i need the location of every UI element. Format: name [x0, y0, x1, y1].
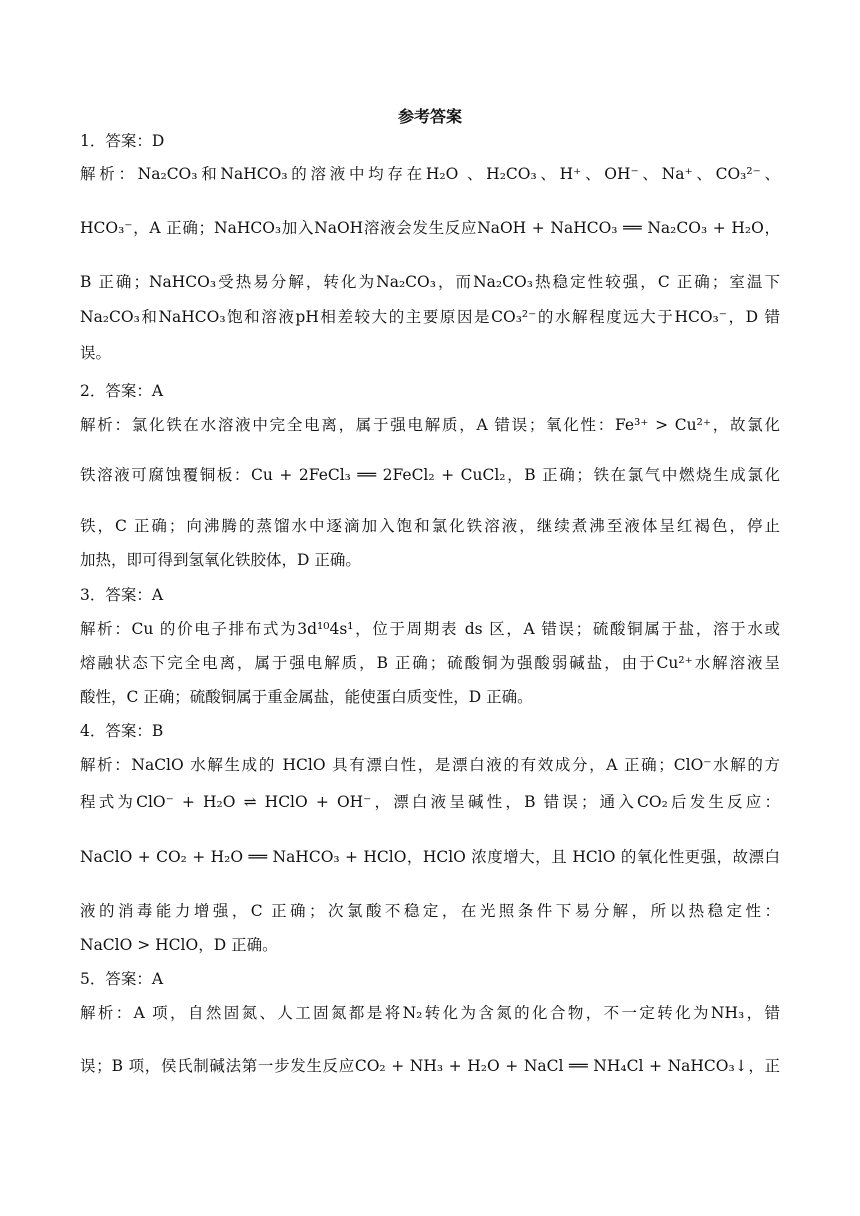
answer-2-analysis-line: 加热，即可得到氢氧化铁胶体，D 正确。 [80, 551, 361, 569]
answer-3-analysis-line: 酸性，C 正确；硫酸铜属于重金属盐，能使蛋白质变性，D 正确。 [80, 688, 533, 706]
answer-3-analysis-line: 熔融状态下完全电离，属于强电解质，B 正确；硫酸铜为强酸弱碱盐，由于Cu²⁺水解溶液呈 [80, 654, 780, 672]
answer-4-analysis-line: 程式为ClO⁻ + H₂O ⇌ HClO + OH⁻，漂白液呈碱性，B 错误；通入CO₂后发生反应： [80, 793, 780, 811]
answer-1-analysis-line: 误。 [80, 344, 112, 362]
page-title: 参考答案 [397, 107, 462, 126]
answer-1-heading: 1．答案：D [80, 132, 165, 150]
answer-1-analysis-line: 解析：Na₂CO₃和NaHCO₃的溶液中均存在H₂O 、H₂CO₃、H⁺、OH⁻、Na⁺、CO₃²⁻、 [80, 165, 780, 183]
answer-3-heading: 3．答案：A [80, 586, 164, 604]
answer-2-analysis-line: 铁，C 正确；向沸腾的蒸馏水中逐滴加入饱和氯化铁溶液，继续煮沸至液体呈红褐色，停止 [80, 517, 780, 535]
answer-4-analysis-line: NaClO + CO₂ + H₂O ══ NaHCO₃ + HClO，HClO 浓度增大，且 HClO 的氧化性更强，故漂白 [80, 848, 780, 866]
answer-1-analysis-line: B 正确；NaHCO₃受热易分解，转化为Na₂CO₃，而Na₂CO₃热稳定性较强，C 正确；室温下 [80, 273, 780, 291]
answer-4-analysis-line: 液的消毒能力增强，C 正确；次氯酸不稳定，在光照条件下易分解，所以热稳定性： [80, 902, 780, 920]
answer-2-analysis-line: 解析：氯化铁在水溶液中完全电离，属于强电解质，A 错误；氧化性：Fe³⁺ > Cu²⁺，故氯化 [80, 416, 780, 434]
answer-2-analysis-line: 铁溶液可腐蚀覆铜板：Cu + 2FeCl₃ ══ 2FeCl₂ + CuCl₂，B 正确；铁在氯气中燃烧生成氯化 [80, 466, 780, 484]
answer-4-analysis-line: NaClO > HClO，D 正确。 [80, 936, 278, 954]
answer-5-analysis-line: 误；B 项，侯氏制碱法第一步发生反应CO₂ + NH₃ + H₂O + NaCl ══ NH₄Cl + NaHCO₃↓，正 [80, 1057, 780, 1075]
answer-3-analysis-line: 解析：Cu 的价电子排布式为3d¹⁰4s¹，位于周期表 ds 区，A 错误；硫酸铜属于盐，溶于水或 [80, 620, 780, 638]
answer-5-heading: 5．答案：A [80, 970, 164, 988]
answer-2-heading: 2．答案：A [80, 382, 164, 400]
answer-1-analysis-line: HCO₃⁻，A 正确；NaHCO₃加入NaOH溶液会发生反应NaOH + NaHCO₃ ══ Na₂CO₃ + H₂O， [80, 219, 780, 237]
answer-5-analysis-line: 解析：A 项，自然固氮、人工固氮都是将N₂转化为含氮的化合物，不一定转化为NH₃，错 [80, 1004, 780, 1022]
answer-4-heading: 4．答案：B [80, 722, 164, 740]
answer-4-analysis-line: 解析：NaClO 水解生成的 HClO 具有漂白性，是漂白液的有效成分，A 正确；ClO⁻水解的方 [80, 756, 780, 774]
answer-1-analysis-line: Na₂CO₃和NaHCO₃饱和溶液pH相差较大的主要原因是CO₃²⁻的水解程度远大于HCO₃⁻，D 错 [80, 308, 780, 326]
